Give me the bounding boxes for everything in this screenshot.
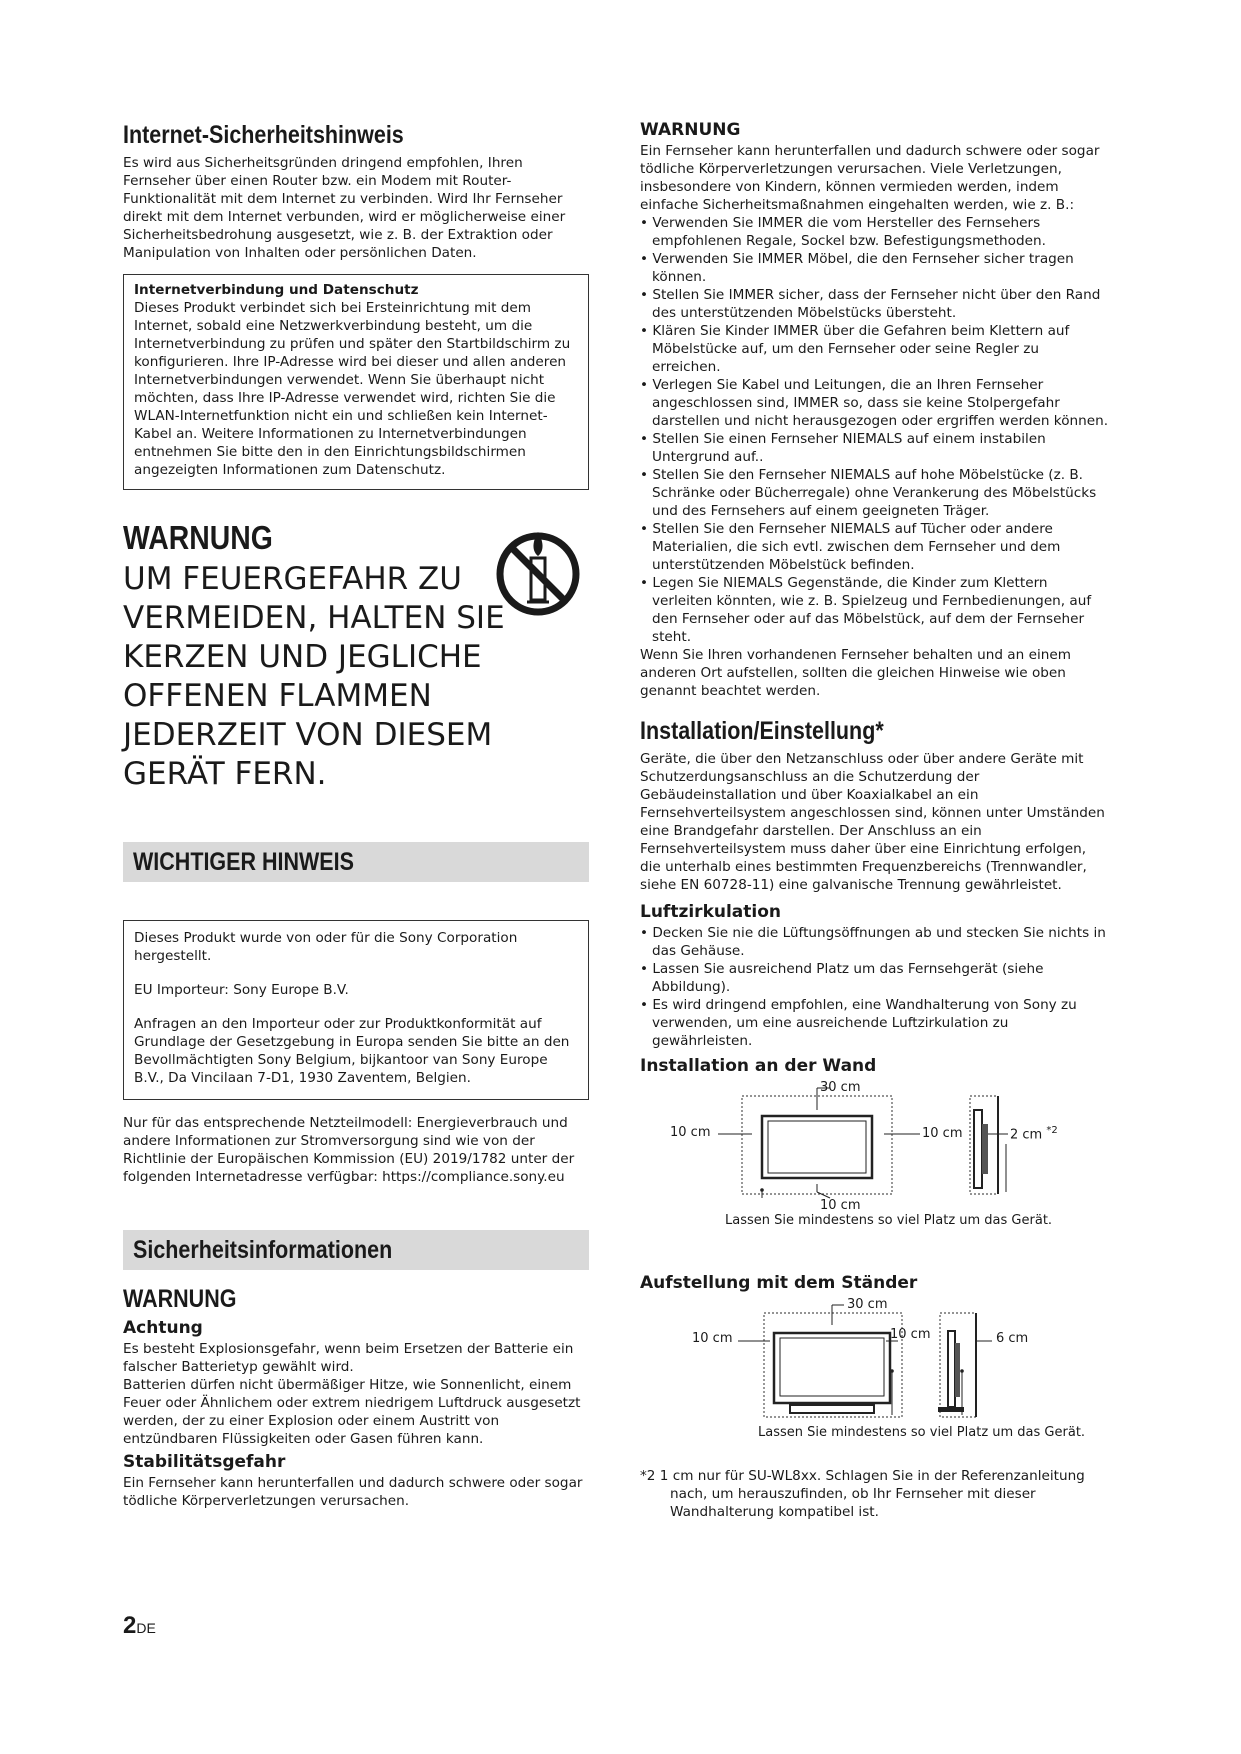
stand-top-label: 30 cm — [847, 1297, 888, 1312]
fire-warning-title: WARNUNG — [123, 519, 273, 556]
stability-heading: Stabilitätsgefahr — [123, 1452, 286, 1472]
warning-intro: Ein Fernseher kann herunterfallen und dadurch schwere oder sogar tödliche Körperverletzungen verursachen. Viele Verletzungen, insbesondere von Kindern, können vermieden werden, indem einfache Sicherheitsmaßnahmen eingehalten werden, wie z. B.: — [640, 143, 1100, 213]
no-candle-icon — [493, 524, 583, 619]
safety-warning-title: WARNUNG — [123, 1285, 237, 1313]
privacy-box-title: Internetverbindung und Datenschutz — [134, 282, 419, 298]
air-circulation-list — [640, 924, 1110, 1050]
left-column — [123, 120, 589, 1510]
importer-box — [123, 920, 589, 1100]
importer-text-2: EU Importeur: Sony Europe B.V. — [134, 982, 349, 998]
page-number: 2DE — [123, 1612, 156, 1639]
warning-heading: WARNUNG — [640, 120, 741, 140]
wall-top-label: 30 cm — [820, 1080, 861, 1095]
list-item: • Stellen Sie den Fernseher NIEMALS auf Tücher oder andere Materialien, die sich evtl. zwischen dem Fernseher und dem unterstützenden Möbelstück befinden. — [640, 520, 1110, 574]
stand-left-label: 10 cm — [692, 1331, 733, 1346]
list-item: • Legen Sie NIEMALS Gegenstände, die Kinder zum Klettern verleiten könnten, wie z. B. Spielzeug und Fernbedienungen, auf den Fernseher oder auf das Möbelstück, auf dem der Fernseher steht. — [640, 574, 1110, 646]
safety-info-band — [123, 1230, 589, 1270]
right-column — [640, 120, 1110, 1521]
wall-bottom-label: 10 cm — [820, 1198, 861, 1213]
warning-list — [640, 214, 1110, 646]
list-item: • Verlegen Sie Kabel und Leitungen, die an Ihren Fernseher angeschlossen sind, IMMER so, dass sie keine Stolpergefahr darstellen und nicht herausgezogen oder ergriffen werden können. — [640, 376, 1110, 430]
stand-side-label: 6 cm — [996, 1331, 1029, 1346]
list-item: • Verwenden Sie IMMER die vom Hersteller des Fernsehers empfohlenen Regale, Sockel bzw. Befestigungsmethoden. — [640, 214, 1110, 250]
internet-security-heading: Internet-Sicherheitshinweis — [123, 121, 404, 149]
fire-warning-text: UM FEUERGEFAHR ZU VERMEIDEN, HALTEN SIE KERZEN UND JEGLICHE OFFENEN FLAMMEN JEDERZEIT VON DIESEM GERÄT FERN. — [123, 561, 505, 792]
internet-security-text: Es wird aus Sicherheitsgründen dringend empfohlen, Ihren Fernseher über einen Router bzw. ein Modem mit Router-Funktionalität mit dem Internet zu verbinden. Wird Ihr Fernseher direkt mit dem Internet verbunden, wird er möglicherweise einer Sicherheitsbedrohung ausgesetzt, wie z. B. der Extraktion oder Manipulation von Inhalten oder persönlichen Daten. — [123, 155, 566, 261]
list-item: • Es wird dringend empfohlen, eine Wandhalterung von Sony zu verwenden, um eine ausreichende Luftzirkulation zu gewährleisten. — [640, 996, 1110, 1050]
footnote: *2 1 cm nur für SU-WL8xx. Schlagen Sie in der Referenzanleitung nach, um herauszufinden, ob Ihr Fernseher mit dieser Wandhalterung kompatibel ist. — [640, 1468, 1085, 1520]
fire-warning — [123, 520, 589, 802]
stand-caption: Lassen Sie mindestens so viel Platz um das Gerät. — [758, 1425, 1086, 1440]
importer-text-3: Anfragen an den Importeur oder zur Produktkonformität auf Grundlage der Gesetzgebung in Europa senden Sie bitte an den Bevollmächtigten Sony Belgium, bijkantoor van Sony Europe B.V., Da Vincilaan 7-D1, 1930 Zaventem, Belgien. — [134, 1016, 570, 1086]
list-item: • Lassen Sie ausreichend Platz um das Fernsehgerät (siehe Abbildung). — [640, 960, 1110, 996]
wall-install-heading: Installation an der Wand — [640, 1056, 877, 1076]
stand-clearance-diagram — [640, 1297, 1110, 1447]
installation-text: Geräte, die über den Netzanschluss oder über andere Geräte mit Schutzerdungsanschluss an die Schutzerdung der Gebäudeinstallation und über Koaxialkabel an ein Fernsehverteilsystem angeschlossen sind, können unter Umständen eine Brandgefahr darstellen. Der Anschluss an ein Fernsehverteilsystem muss daher über eine Einrichtung erfolgen, die unterhalb eines bestimmten Frequenzbereichs (Trennwandler, siehe EN 60728-11) eine galvanische Trennung gewährleistet. — [640, 751, 1105, 893]
installation-heading: Installation/Einstellung* — [640, 717, 884, 745]
wall-diagram-figure — [640, 1080, 1110, 1210]
stand-heading: Aufstellung mit dem Ständer — [640, 1273, 918, 1293]
important-notice-band — [123, 842, 589, 882]
safety-info-heading: Sicherheitsinformationen — [133, 1235, 393, 1264]
list-item: • Stellen Sie IMMER sicher, dass der Fernseher nicht über den Rand des unterstützenden Möbelstücks übersteht. — [640, 286, 1110, 322]
importer-text-1: Dieses Produkt wurde von oder für die Sony Corporation hergestellt. — [134, 930, 518, 964]
stability-text: Ein Fernseher kann herunterfallen und dadurch schwere oder sogar tödliche Körperverletzungen verursachen. — [123, 1475, 583, 1509]
privacy-box-text: Dieses Produkt verbindet sich bei Ersteinrichtung mit dem Internet, sobald eine Netzwerkverbindung besteht, um die Internetverbindung zu prüfen und später den Startbildschirm zu konfigurieren. Ihre IP-Adresse wird bei dieser und allen anderen Internetverbindungen verwendet. Wenn Sie überhaupt nicht möchten, dass Ihre IP-Adresse verwendet wird, richten Sie die WLAN-Internetfunktion nicht ein und schließen kein Internet-Kabel an. Weitere Informationen zu Internetverbindungen entnehmen Sie bitte den in den Einrichtungsbildschirmen angezeigten Informationen zum Datenschutz. — [134, 300, 571, 478]
wall-clearance-diagram — [640, 1080, 1110, 1235]
list-item: • Verwenden Sie IMMER Möbel, die den Fernseher sicher tragen können. — [640, 250, 1110, 286]
stand-right-label: 10 cm — [890, 1327, 931, 1342]
list-item: • Decken Sie nie die Lüftungsöffnungen ab und stecken Sie nichts in das Gehäuse. — [640, 924, 1110, 960]
wall-side-label: 2 cm $^{*2}$ — [1010, 1125, 1058, 1143]
achtung-heading: Achtung — [123, 1318, 203, 1338]
list-item: • Klären Sie Kinder IMMER über die Gefahren beim Klettern auf Möbelstücke auf, um den Fernseher oder seine Regler zu erreichen. — [640, 322, 1110, 376]
warning-outro: Wenn Sie Ihren vorhandenen Fernseher behalten und an einem anderen Ort aufstellen, sollten die gleichen Hinweise wie oben genannt beachtet werden. — [640, 647, 1071, 699]
list-item: • Stellen Sie einen Fernseher NIEMALS auf einem instabilen Untergrund auf.. — [640, 430, 1110, 466]
achtung-text-2: Batterien dürfen nicht übermäßiger Hitze, wie Sonnenlicht, einem Feuer oder Ähnlichem oder extrem niedrigem Luftdruck ausgesetzt werden, der zu einer Explosion oder einem Austritt von entzündbaren Flüssigkeiten oder Gasen führen kann. — [123, 1377, 581, 1447]
list-item: • Stellen Sie den Fernseher NIEMALS auf hohe Möbelstücke (z. B. Schränke oder Bücherregale) ohne Verankerung des Möbelstücks und des Fernsehers auf einem geeigneten Träger. — [640, 466, 1110, 520]
achtung-text-1: Es besteht Explosionsgefahr, wenn beim Ersetzen der Batterie ein falscher Batterietyp gewählt wird. — [123, 1341, 574, 1375]
wall-left-label: 10 cm — [670, 1125, 711, 1140]
important-notice-heading: WICHTIGER HINWEIS — [133, 847, 354, 876]
privacy-box — [123, 274, 589, 490]
stand-diagram-figure — [640, 1297, 1110, 1422]
wall-right-label: 10 cm — [922, 1126, 963, 1141]
wall-caption: Lassen Sie mindestens so viel Platz um das Gerät. — [725, 1213, 1053, 1228]
air-circulation-heading: Luftzirkulation — [640, 902, 782, 922]
power-supply-note: Nur für das entsprechende Netzteilmodell: Energieverbrauch und andere Informationen zur Stromversorgung sind wie von der Richtlinie der Europäischen Kommission (EU) 2019/1782 unter der folgenden Internetadresse verfügbar: https://compliance.sony.eu — [123, 1115, 575, 1185]
